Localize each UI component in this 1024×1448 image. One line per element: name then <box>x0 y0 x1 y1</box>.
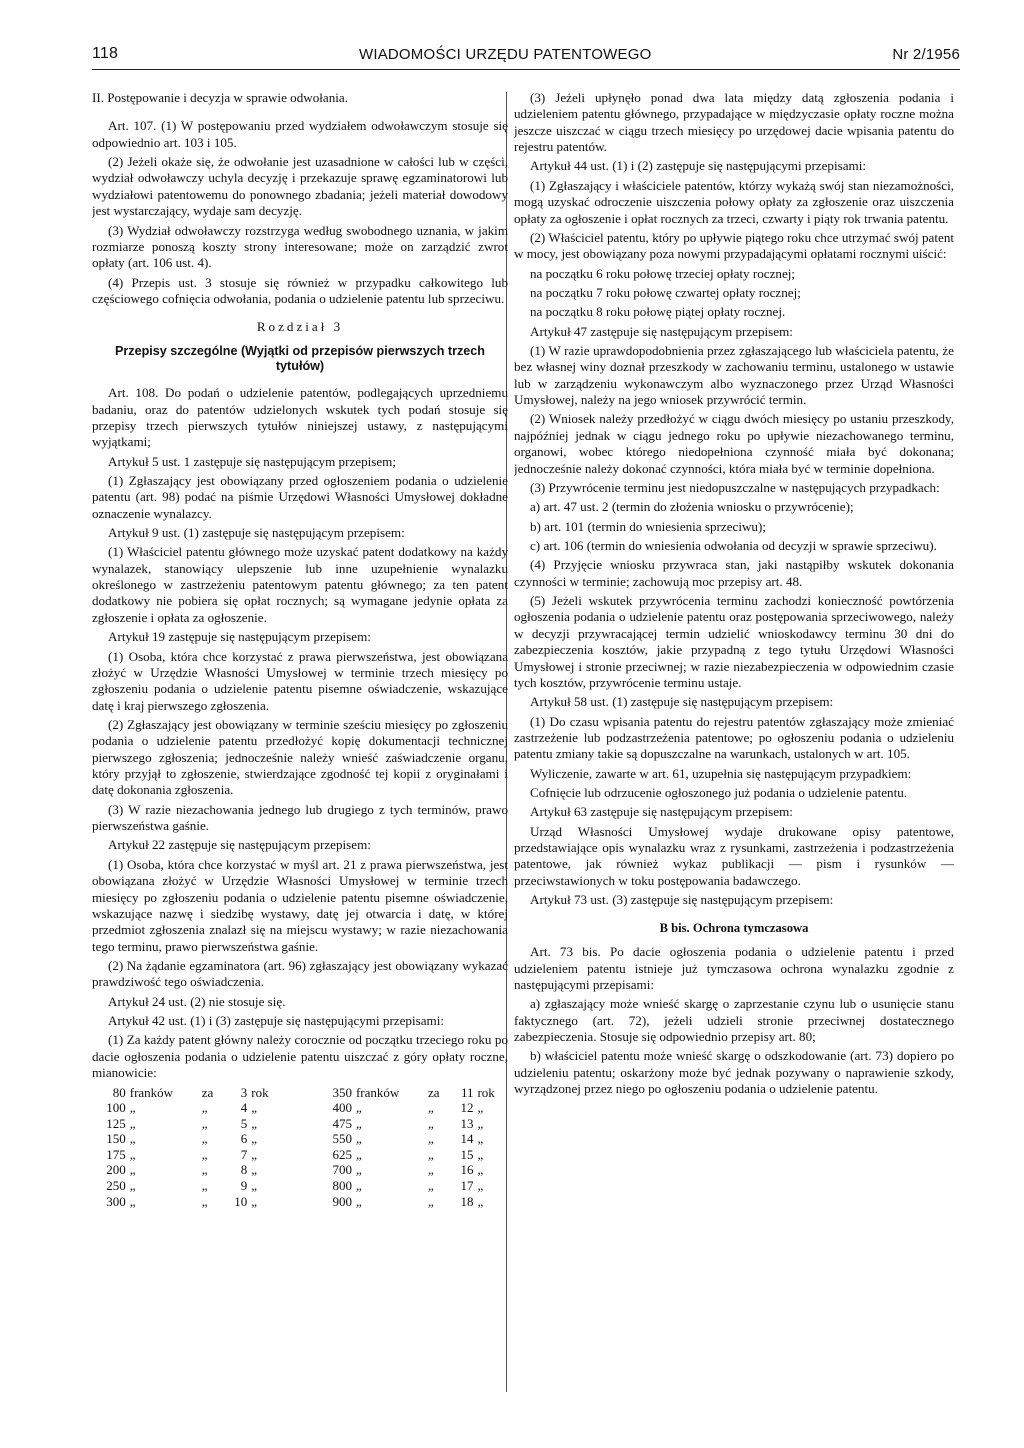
table-cell: „ <box>477 1115 484 1131</box>
table-cell: „ <box>427 1162 434 1178</box>
table-cell: „ <box>427 1193 434 1209</box>
table-row <box>92 1178 508 1194</box>
list-item: b) art. 101 (termin do wniesienia sprzeciwu); <box>530 518 766 534</box>
table-cell: 300 <box>106 1193 126 1209</box>
table-cell: „ <box>129 1131 136 1147</box>
table-cell: „ <box>427 1131 434 1147</box>
table-cell: „ <box>251 1115 258 1131</box>
table-cell: za <box>201 1084 214 1100</box>
paragraph: (1) Osoba, która chce korzystać z prawa pierwszeństwa, jest obowiązana złożyć w Urzędzie Własności Umysłowej w terminie trzech miesięcy po zgłoszeniu podania o udzielenie patentu pisemne oświadczenie, wskazujące datę i kraj pierwszego zgłoszenia. <box>92 648 508 713</box>
table-cell: 3 <box>240 1084 248 1100</box>
table-row <box>92 1194 508 1210</box>
left-column <box>92 90 508 1430</box>
table-row <box>92 1131 508 1147</box>
list-item: c) art. 106 (termin do wniesienia odwołania od decyzji w sprawie sprzeciwu). <box>530 537 937 553</box>
table-cell: „ <box>201 1146 208 1162</box>
chapter-title: Przepisy szczególne (Wyjątki od przepisów pierwszych trzech tytułów) <box>115 343 485 374</box>
table-cell: 150 <box>106 1131 126 1147</box>
table-cell: „ <box>129 1178 136 1194</box>
paragraph: Art. 107. (1) W postępowaniu przed wydziałem odwoławczym stosuje się odpowiednio art. 103 i 105. <box>92 118 508 150</box>
paragraph: (3) Jeżeli upłynęło ponad dwa lata między datą zgłoszenia podania i udzieleniem patentu głównego, przypadające w międzyczasie opłaty roczne można jeszcze uiszczać w ciągu trzech miesięcy po urzędowej dacie wpisania patentu do rejestru patentów. <box>514 90 954 155</box>
paragraph: (1) Zgłaszający jest obowiązany przed ogłoszeniem podania o udzielenie patentu (art. 98) podać na piśmie Urzędowi Własności Umysłowej dokładne oznaczenie wynalazcy. <box>92 472 508 521</box>
table-cell: „ <box>355 1178 362 1194</box>
list-item: na początku 8 roku połowę piątej opłaty rocznej. <box>530 304 786 320</box>
table-cell: 18 <box>460 1193 474 1209</box>
paragraph: (4) Przyjęcie wniosku przywraca stan, jaki nastąpiłby wskutek dokonania czynności w terminie; zachowują moc przepisy art. 48. <box>514 557 954 589</box>
table-cell: 400 <box>332 1100 352 1116</box>
table-cell: „ <box>477 1100 484 1116</box>
paragraph: (3) Wydział odwoławczy rozstrzyga według swobodnego uznania, w jakim rozmiarze ponoszą koszty strony interesowane; może on zarządzić zwrot opłaty (art. 106 ust. 4). <box>92 222 508 271</box>
paragraph: (1) Zgłaszający i właściciele patentów, którzy wykażą swój stan niezamożności, mogą uzyskać odroczenie uiszczenia połowy opłaty za zgłoszenie oraz uiszczenia opłaty za ogłoszenie i opłat rocznych za trzeci, czwarty i piąty rok trwania patentu. <box>514 177 954 226</box>
table-cell: „ <box>355 1146 362 1162</box>
paragraph: (1) Do czasu wpisania patentu do rejestru patentów zgłaszający może zmieniać zastrzeżenie lub podzastrzeżenia patentowe; po ogłoszeniu podania o udzieleniu patentu zmiany takie są dopuszczalne na warunkach, ustalonych w art. 105. <box>514 713 954 762</box>
table-cell: „ <box>427 1115 434 1131</box>
table-cell: „ <box>129 1115 136 1131</box>
paragraph: Wyliczenie, zawarte w art. 61, uzupełnia się następującym przypadkiem: <box>530 765 912 781</box>
paragraph: (1) Właściciel patentu głównego może uzyskać patent dodatkowy na każdy wynalazek, stanowiący ulepszenie lub inne uzupełnienie wynalazku określonego w zastrzeżeniu patentowym patentu głównego; za ten patent dodatkowy nie pobiera się opłat rocznych; są wymagane jedynie opłata za zgłoszenie i opłata za ogłoszenie. <box>92 544 508 625</box>
table-cell: 9 <box>240 1178 248 1194</box>
table-cell: „ <box>251 1100 258 1116</box>
table-row <box>92 1147 508 1163</box>
table-cell: 175 <box>106 1146 126 1162</box>
table-row <box>92 1100 508 1116</box>
paragraph: (1) Osoba, która chce korzystać w myśl art. 21 z prawa pierwszeństwa, jest obowiązana złożyć w Urzędzie Własności Umysłowej w terminie trzech miesięcy po zgłoszeniu podania o udzielenie patentu pisemne oświadczenie, wskazujące nazwę i siedzibę wystawy, datę jej otwarcia i datę, w której przedmiot zgłoszenia znalazł się na miejscu wystawy; w razie niezachowania tego terminu, prawo pierwszeństwa gaśnie. <box>92 856 508 954</box>
paragraph: (2) Jeżeli okaże się, że odwołanie jest uzasadnione w całości lub w części, wydział odwoławczy uchyla decyzję i przekazuje sprawę egzaminatorowi lub wydziałowi patentowemu do ponownego zbadania; jeżeli materiał dowodowy jest wystarczający, wydaje sam decyzję. <box>92 154 508 219</box>
table-cell: 11 <box>460 1084 474 1100</box>
table-cell: „ <box>129 1100 136 1116</box>
table-cell: 475 <box>332 1115 352 1131</box>
table-cell: rok <box>251 1084 269 1100</box>
paragraph: Artykuł 19 zastępuje się następującym przepisem: <box>108 629 371 645</box>
table-row <box>92 1162 508 1178</box>
paragraph: (2) Zgłaszający jest obowiązany w terminie sześciu miesięcy po zgłoszeniu podania o udzielenie patentu przedłożyć kopię dokumentacji technicznej pierwszego zgłoszenia; jednocześnie należy wnieść zaświadczenie organu, który przyjął to zgłoszenie, stwierdzające zgodność tej kopii z oryginałami i datę dokonania zgłoszenia. <box>92 716 508 798</box>
paragraph: Artykuł 5 ust. 1 zastępuje się następującym przepisem; <box>108 453 396 469</box>
table-cell: „ <box>355 1193 362 1209</box>
table-cell: 80 <box>112 1084 126 1100</box>
paragraph: Artykuł 22 zastępuje się następującym przepisem: <box>108 837 371 853</box>
table-cell: „ <box>477 1162 484 1178</box>
subsection-title: B bis. Ochrona tymczasowa <box>659 920 809 935</box>
table-cell: „ <box>129 1193 136 1209</box>
table-cell: 7 <box>240 1146 248 1162</box>
table-cell: 8 <box>240 1162 248 1178</box>
right-column <box>514 90 954 1430</box>
table-cell: 900 <box>332 1193 352 1209</box>
table-cell: „ <box>201 1131 208 1147</box>
table-cell: „ <box>251 1162 258 1178</box>
table-cell: za <box>427 1084 440 1100</box>
table-cell: 4 <box>240 1100 248 1116</box>
table-cell: „ <box>251 1193 258 1209</box>
list-item: na początku 7 roku połowę czwartej opłaty rocznej; <box>530 284 801 300</box>
paragraph: Artykuł 58 ust. (1) zastępuje się następującym przepisem: <box>530 694 834 710</box>
table-cell: 625 <box>332 1146 352 1162</box>
journal-title: WIADOMOŚCI URZĘDU PATENTOWEGO <box>358 45 652 63</box>
table-row <box>92 1116 508 1132</box>
paragraph: (1) W razie uprawdopodobnienia przez zgłaszającego lub właściciela patentu, że bez własnej winy doznał przeszkody w zachowaniu terminu, ustalonego w ustawie lub w zarządzeniu wykonawczym albo wyznaczonego przez Urząd Własności Umysłowej, należy na jego wniosek przywrócić termin. <box>514 343 954 408</box>
table-cell: „ <box>355 1131 362 1147</box>
list-item: na początku 6 roku połowę trzeciej opłaty rocznej; <box>530 265 796 281</box>
list-item: a) art. 47 ust. 2 (termin do złożenia wniosku o przywrócenie); <box>530 499 854 515</box>
table-cell: „ <box>427 1178 434 1194</box>
table-cell: 100 <box>106 1100 126 1116</box>
table-cell: „ <box>477 1131 484 1147</box>
table-cell: „ <box>201 1115 208 1131</box>
table-cell: 125 <box>106 1115 126 1131</box>
table-cell: „ <box>477 1193 484 1209</box>
paragraph: (2) Właściciel patentu, który po upływie piątego roku chce utrzymać swój patent w mocy, jest obowiązany poza nowymi przypadającymi opłatami rocznymi uiścić: <box>514 229 954 262</box>
table-cell: 10 <box>234 1193 248 1209</box>
table-cell: 13 <box>460 1115 474 1131</box>
table-cell: 350 <box>332 1084 352 1100</box>
table-cell: „ <box>201 1193 208 1209</box>
table-cell: „ <box>477 1146 484 1162</box>
table-cell: „ <box>129 1162 136 1178</box>
paragraph: Artykuł 42 ust. (1) i (3) zastępuje się następującymi przepisami: <box>108 1013 444 1029</box>
table-cell: „ <box>201 1178 208 1194</box>
list-item: a) zgłaszający może wnieść skargę o zaprzestanie czynu lub o usunięcie stanu faktycznego (art. 72), jeżeli udzieli stronie przeciwnej dostatecznego zabezpieczenia. Stosuje się odpowiednio przepisy art. 80; <box>514 996 954 1045</box>
paragraph: Artykuł 24 ust. (2) nie stosuje się. <box>108 993 286 1009</box>
table-cell: „ <box>427 1146 434 1162</box>
table-cell: franków <box>129 1084 174 1100</box>
paragraph: Cofnięcie lub odrzucenie ogłoszonego już podania o udzielenie patentu. <box>530 785 908 801</box>
list-item: b) właściciel patentu może wnieść skargę o odszkodowanie (art. 73) dopiero po udzieleniu patentu; oskarżony może być jednak pozywany o naprawienie szkody, wyrządzonej przez niego po ogłoszeniu podania o udzielenie patentu. <box>514 1048 954 1097</box>
table-cell: 6 <box>240 1131 248 1147</box>
table-cell: 200 <box>106 1162 126 1178</box>
table-cell: „ <box>201 1162 208 1178</box>
table-cell: 12 <box>460 1100 474 1116</box>
table-cell: „ <box>129 1146 136 1162</box>
table-cell: 700 <box>332 1162 352 1178</box>
table-cell: 800 <box>332 1178 352 1194</box>
paragraph: Art. 73 bis. Po dacie ogłoszenia podania o udzielenie patentu i przed udzieleniem patentu istnieje już tymczasowa ochrona wynalazku zgodnie z następującymi przepisami: <box>514 944 954 992</box>
paragraph: Artykuł 63 zastępuje się następującym przepisem: <box>530 804 793 820</box>
issue-number: Nr 2/1956 <box>892 45 960 63</box>
table-cell: „ <box>355 1115 362 1131</box>
paragraph: Artykuł 47 zastępuje się następującym przepisem: <box>530 323 793 339</box>
table-cell: 550 <box>332 1131 352 1147</box>
fee-table <box>92 1085 508 1210</box>
paragraph: (2) Wniosek należy przedłożyć w ciągu dwóch miesięcy po ustaniu przeszkody, najpóźniej jednak w ciągu jednego roku po upływie niezachowanego terminu, organowi, wobec którego niedopełniona czynność miała być dokonana; jednocześnie należy dokonać czynności, która miała być w terminie dopełniona. <box>514 411 954 476</box>
paragraph: Artykuł 9 ust. (1) zastępuje się następującym przepisem: <box>108 525 405 541</box>
paragraph: (3) W razie niezachowania jednego lub drugiego z tych terminów, prawo pierwszeństwa gaśnie. <box>92 801 508 834</box>
paragraph: Artykuł 44 ust. (1) i (2) zastępuje się następującymi przepisami: <box>530 158 866 174</box>
table-cell: 5 <box>240 1115 248 1131</box>
table-cell: franków <box>355 1084 400 1100</box>
paragraph: Art. 108. Do podań o udzielenie patentów, podlegających uprzedniemu badaniu, oraz do patentów udzielonych wskutek tych podań stosuje się przepisy trzech pierwszych tytułów niniejszej ustawy, z następującymi wyjątkami; <box>92 385 508 450</box>
paragraph: (5) Jeżeli wskutek przywrócenia terminu zachodzi konieczność powtórzenia ogłoszenia podania o udzielenie patentu oraz postępowania sprzeciwowego, należy w decyzji przywracającej termin udzielić wnioskodawcy terminu 30 dni do zabezpieczenia kosztów, jakie przypadną z tego tytułu Urzędowi Własności Umysłowej i stronie przeciwnej; w razie niezabezpieczenia w odpowiednim czasie tych kosztów, przywrócenie terminu ustaje. <box>514 593 954 690</box>
table-cell: 17 <box>460 1178 474 1194</box>
table-cell: „ <box>427 1100 434 1116</box>
table-cell: „ <box>201 1100 208 1116</box>
table-cell: 16 <box>460 1162 474 1178</box>
paragraph: Artykuł 73 ust. (3) zastępuje się następującym przepisem: <box>530 892 834 908</box>
table-cell: „ <box>355 1100 362 1116</box>
table-cell: „ <box>251 1178 258 1194</box>
table-cell: „ <box>355 1162 362 1178</box>
table-row <box>92 1085 508 1101</box>
page-header <box>92 40 960 68</box>
table-cell: „ <box>251 1131 258 1147</box>
page-number: 118 <box>92 45 119 62</box>
paragraph: Urząd Własności Umysłowej wydaje drukowane opisy patentowe, przedstawiające opis wynalazku wraz z rysunkami, zastrzeżenia i podzastrzeżenia patentowe, jak również wykaz publikacji — pism i rysunków — przeciwstawionych w toku postępowania badawczego. <box>514 823 954 888</box>
table-cell: „ <box>251 1146 258 1162</box>
table-cell: „ <box>477 1178 484 1194</box>
section-title: II. Postępowanie i decyzja w sprawie odwołania. <box>92 90 348 105</box>
table-cell: rok <box>477 1084 495 1100</box>
table-cell: 250 <box>106 1178 126 1194</box>
paragraph: (1) Za każdy patent główny należy corocznie od początku trzeciego roku po dacie ogłoszenia podania o udzielenie patentu uiszczać z góry opłaty roczne, mianowicie: <box>92 1032 508 1081</box>
paragraph: (2) Na żądanie egzaminatora (art. 96) zgłaszający jest obowiązany wykazać prawdziwość tego oświadczenia. <box>92 958 508 990</box>
table-cell: 14 <box>460 1131 474 1147</box>
header-rule <box>92 69 960 70</box>
table-cell: 15 <box>460 1146 474 1162</box>
chapter-label: Rozdział 3 <box>256 319 344 335</box>
paragraph: (4) Przepis ust. 3 stosuje się również w przypadku całkowitego lub częściowego cofnięcia odwołania, podania o udzielenie patentu lub sprzeciwu. <box>92 274 508 306</box>
paragraph: (3) Przywrócenie terminu jest niedopuszczalne w następujących przypadkach: <box>530 479 940 495</box>
